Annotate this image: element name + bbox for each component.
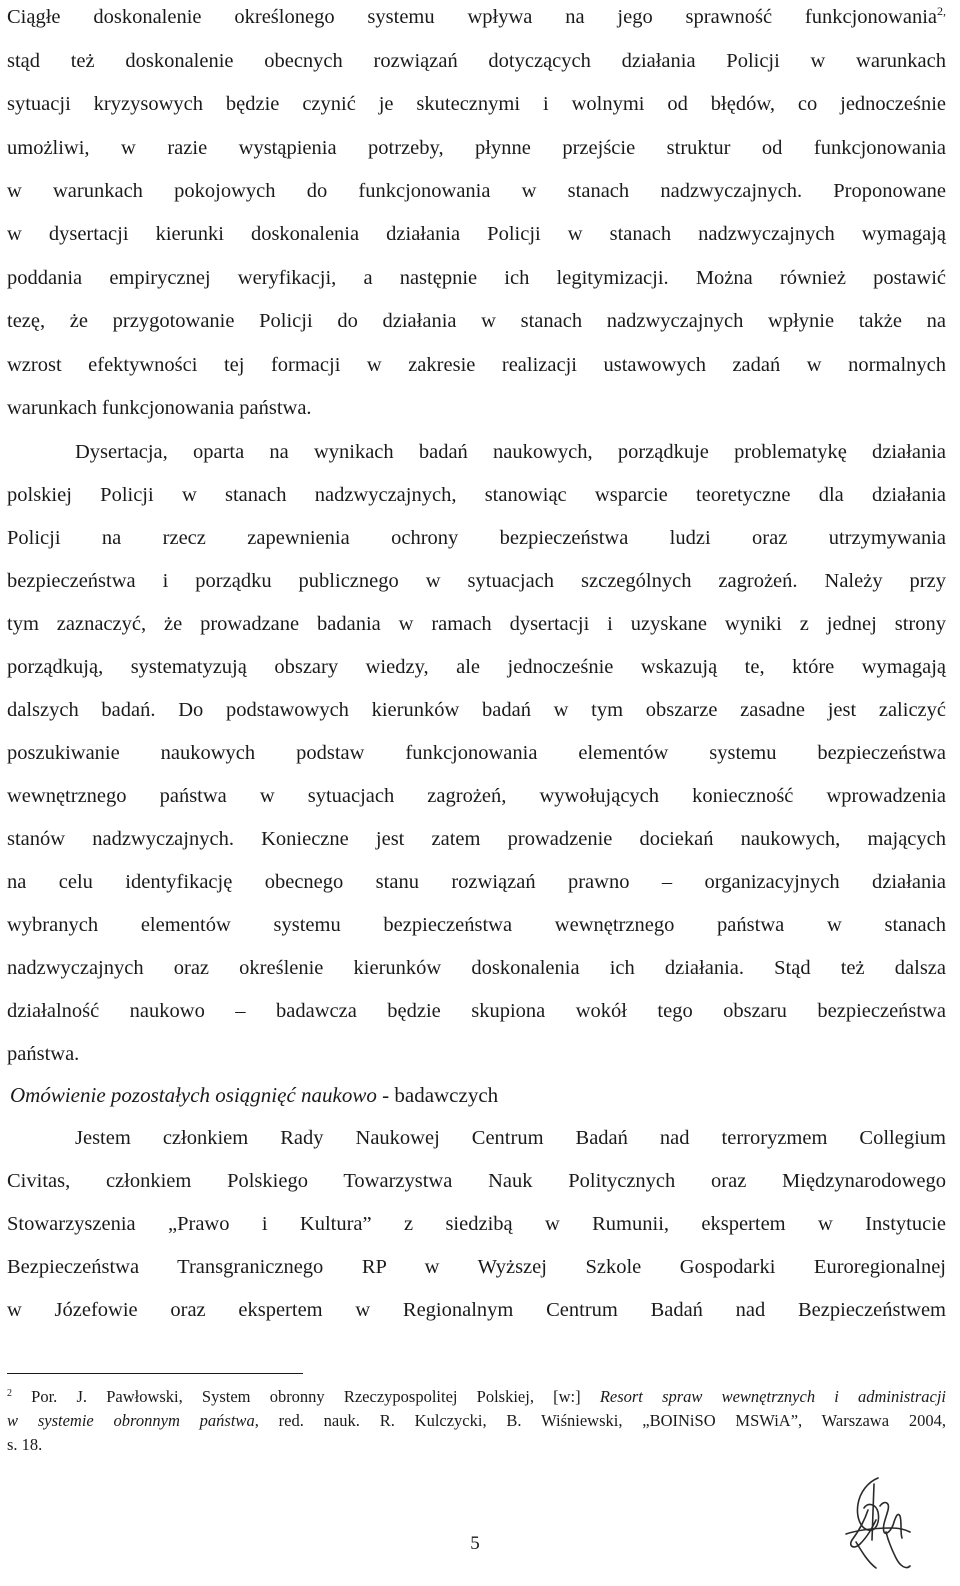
paragraph-line: wybranych elementów systemu bezpieczeństwa wewnętrznego państwa w stanach — [7, 914, 946, 936]
paragraph-line: Bezpieczeństwa Transgranicznego RP w Wyższej Szkole Gospodarki Euroregionalnej — [7, 1256, 946, 1278]
paragraph-line: warunkach funkcjonowania państwa. — [7, 397, 312, 419]
paragraph-line: stąd też doskonalenie obecnych rozwiązań dotyczących działania Policji w warunkach — [7, 50, 946, 72]
footnote-line: $^2$ Por. J. Pawłowski, System obronny Rzeczypospolitej Polskiej, [w:] Resort spraw wewnętrznych i administracji — [7, 1387, 947, 1406]
section-heading-italic: Omówienie pozostałych osiągnięć naukowo — [10, 1083, 377, 1107]
footnote-number: 2 — [7, 1388, 12, 1399]
paragraph-line: porządkują, systematyzują obszary wiedzy, ale jednocześnie wskazują te, które wymagają — [7, 656, 946, 678]
paragraph-line: działalność naukowo – badawcza będzie skupiona wokół tego obszaru bezpieczeństwa — [7, 1000, 946, 1022]
page-number: 5 — [470, 1533, 480, 1554]
section-heading — [10, 1083, 949, 1107]
paragraph-line: Ciągłe doskonalenie określonego systemu wpływa na jego sprawność funkcjonowania$^{2,}$ — [7, 4, 946, 28]
section-heading-rest: - badawczych — [376, 1083, 499, 1107]
paragraph-line: Civitas, członkiem Polskiego Towarzystwa Nauk Politycznych oraz Międzynarodowego — [7, 1170, 946, 1192]
paragraph-line: umożliwi, w razie wystąpienia potrzeby, płynne przejście struktur od funkcjonowania — [7, 137, 946, 159]
paragraph-line: wewnętrznego państwa w sytuacjach zagrożeń, wywołujących konieczność wprowadzenia — [7, 785, 946, 807]
footnote-line: w systemie obronnym państwa, red. nauk. R. Kulczycki, B. Wiśniewski, „BOINiSO MSWiA”, Warszawa 2004, — [7, 1411, 946, 1430]
footnote-line: s. 18. — [7, 1435, 43, 1454]
signature-strokes — [846, 1478, 910, 1568]
paragraph-line: dalszych badań. Do podstawowych kierunków badań w tym obszarze zasadne jest zaliczyć — [7, 699, 946, 721]
footnote-reference: 2, — [937, 4, 946, 18]
paragraph-line: Dysertacja, oparta na wynikach badań naukowych, porządkuje problematykę działania — [75, 441, 946, 463]
paragraph-line: poddania empirycznej weryfikacji, a następnie ich legitymizacji. Można również postawić — [7, 267, 946, 289]
paragraph-line: poszukiwanie naukowych podstaw funkcjonowania elementów systemu bezpieczeństwa — [7, 742, 946, 764]
paragraph-line: tym zaznaczyć, że prowadzane badania w ramach dysertacji i uzyskane wyniki z jednej strony — [7, 613, 946, 635]
footnote-separator — [7, 1373, 303, 1374]
paragraph-line: Stowarzyszenia „Prawo i Kultura” z siedzibą w Rumunii, ekspertem w Instytucie — [7, 1213, 946, 1235]
paragraph-line: bezpieczeństwa i porządku publicznego w sytuacjach szczególnych zagrożeń. Należy przy — [7, 570, 946, 592]
paragraph-line: Jestem członkiem Rady Naukowej Centrum Badań nad terroryzmem Collegium — [75, 1127, 946, 1149]
paragraph-line: sytuacji kryzysowych będzie czynić je skutecznymi i wolnymi od błędów, co jednocześnie — [7, 93, 946, 115]
paragraph-line: nadzwyczajnych oraz określenie kierunków doskonalenia ich działania. Stąd też dalsza — [7, 957, 946, 979]
paragraph-line: w dysertacji kierunki doskonalenia działania Policji w stanach nadzwyczajnych wymagają — [7, 223, 946, 245]
paragraph-line: w warunkach pokojowych do funkcjonowania w stanach nadzwyczajnych. Proponowane — [7, 180, 946, 202]
handwritten-signature — [838, 1470, 918, 1580]
paragraph-line: Policji na rzecz zapewnienia ochrony bezpieczeństwa ludzi oraz utrzymywania — [7, 527, 946, 549]
paragraph-line: państwa. — [7, 1043, 80, 1065]
paragraph-line: na celu identyfikację obecnego stanu rozwiązań prawno – organizacyjnych działania — [7, 871, 946, 893]
paragraph-line: stanów nadzwyczajnych. Konieczne jest zatem prowadzenie dociekań naukowych, mających — [7, 828, 946, 850]
paragraph-line: w Józefowie oraz ekspertem w Regionalnym Centrum Badań nad Bezpieczeństwem — [7, 1299, 946, 1321]
paragraph-line: wzrost efektywności tej formacji w zakresie realizacji ustawowych zadań w normalnych — [7, 354, 946, 376]
paragraph-line: tezę, że przygotowanie Policji do działania w stanach nadzwyczajnych wpłynie także na — [7, 310, 946, 332]
paragraph-line: polskiej Policji w stanach nadzwyczajnych, stanowiąc wsparcie teoretyczne dla działania — [7, 484, 946, 506]
